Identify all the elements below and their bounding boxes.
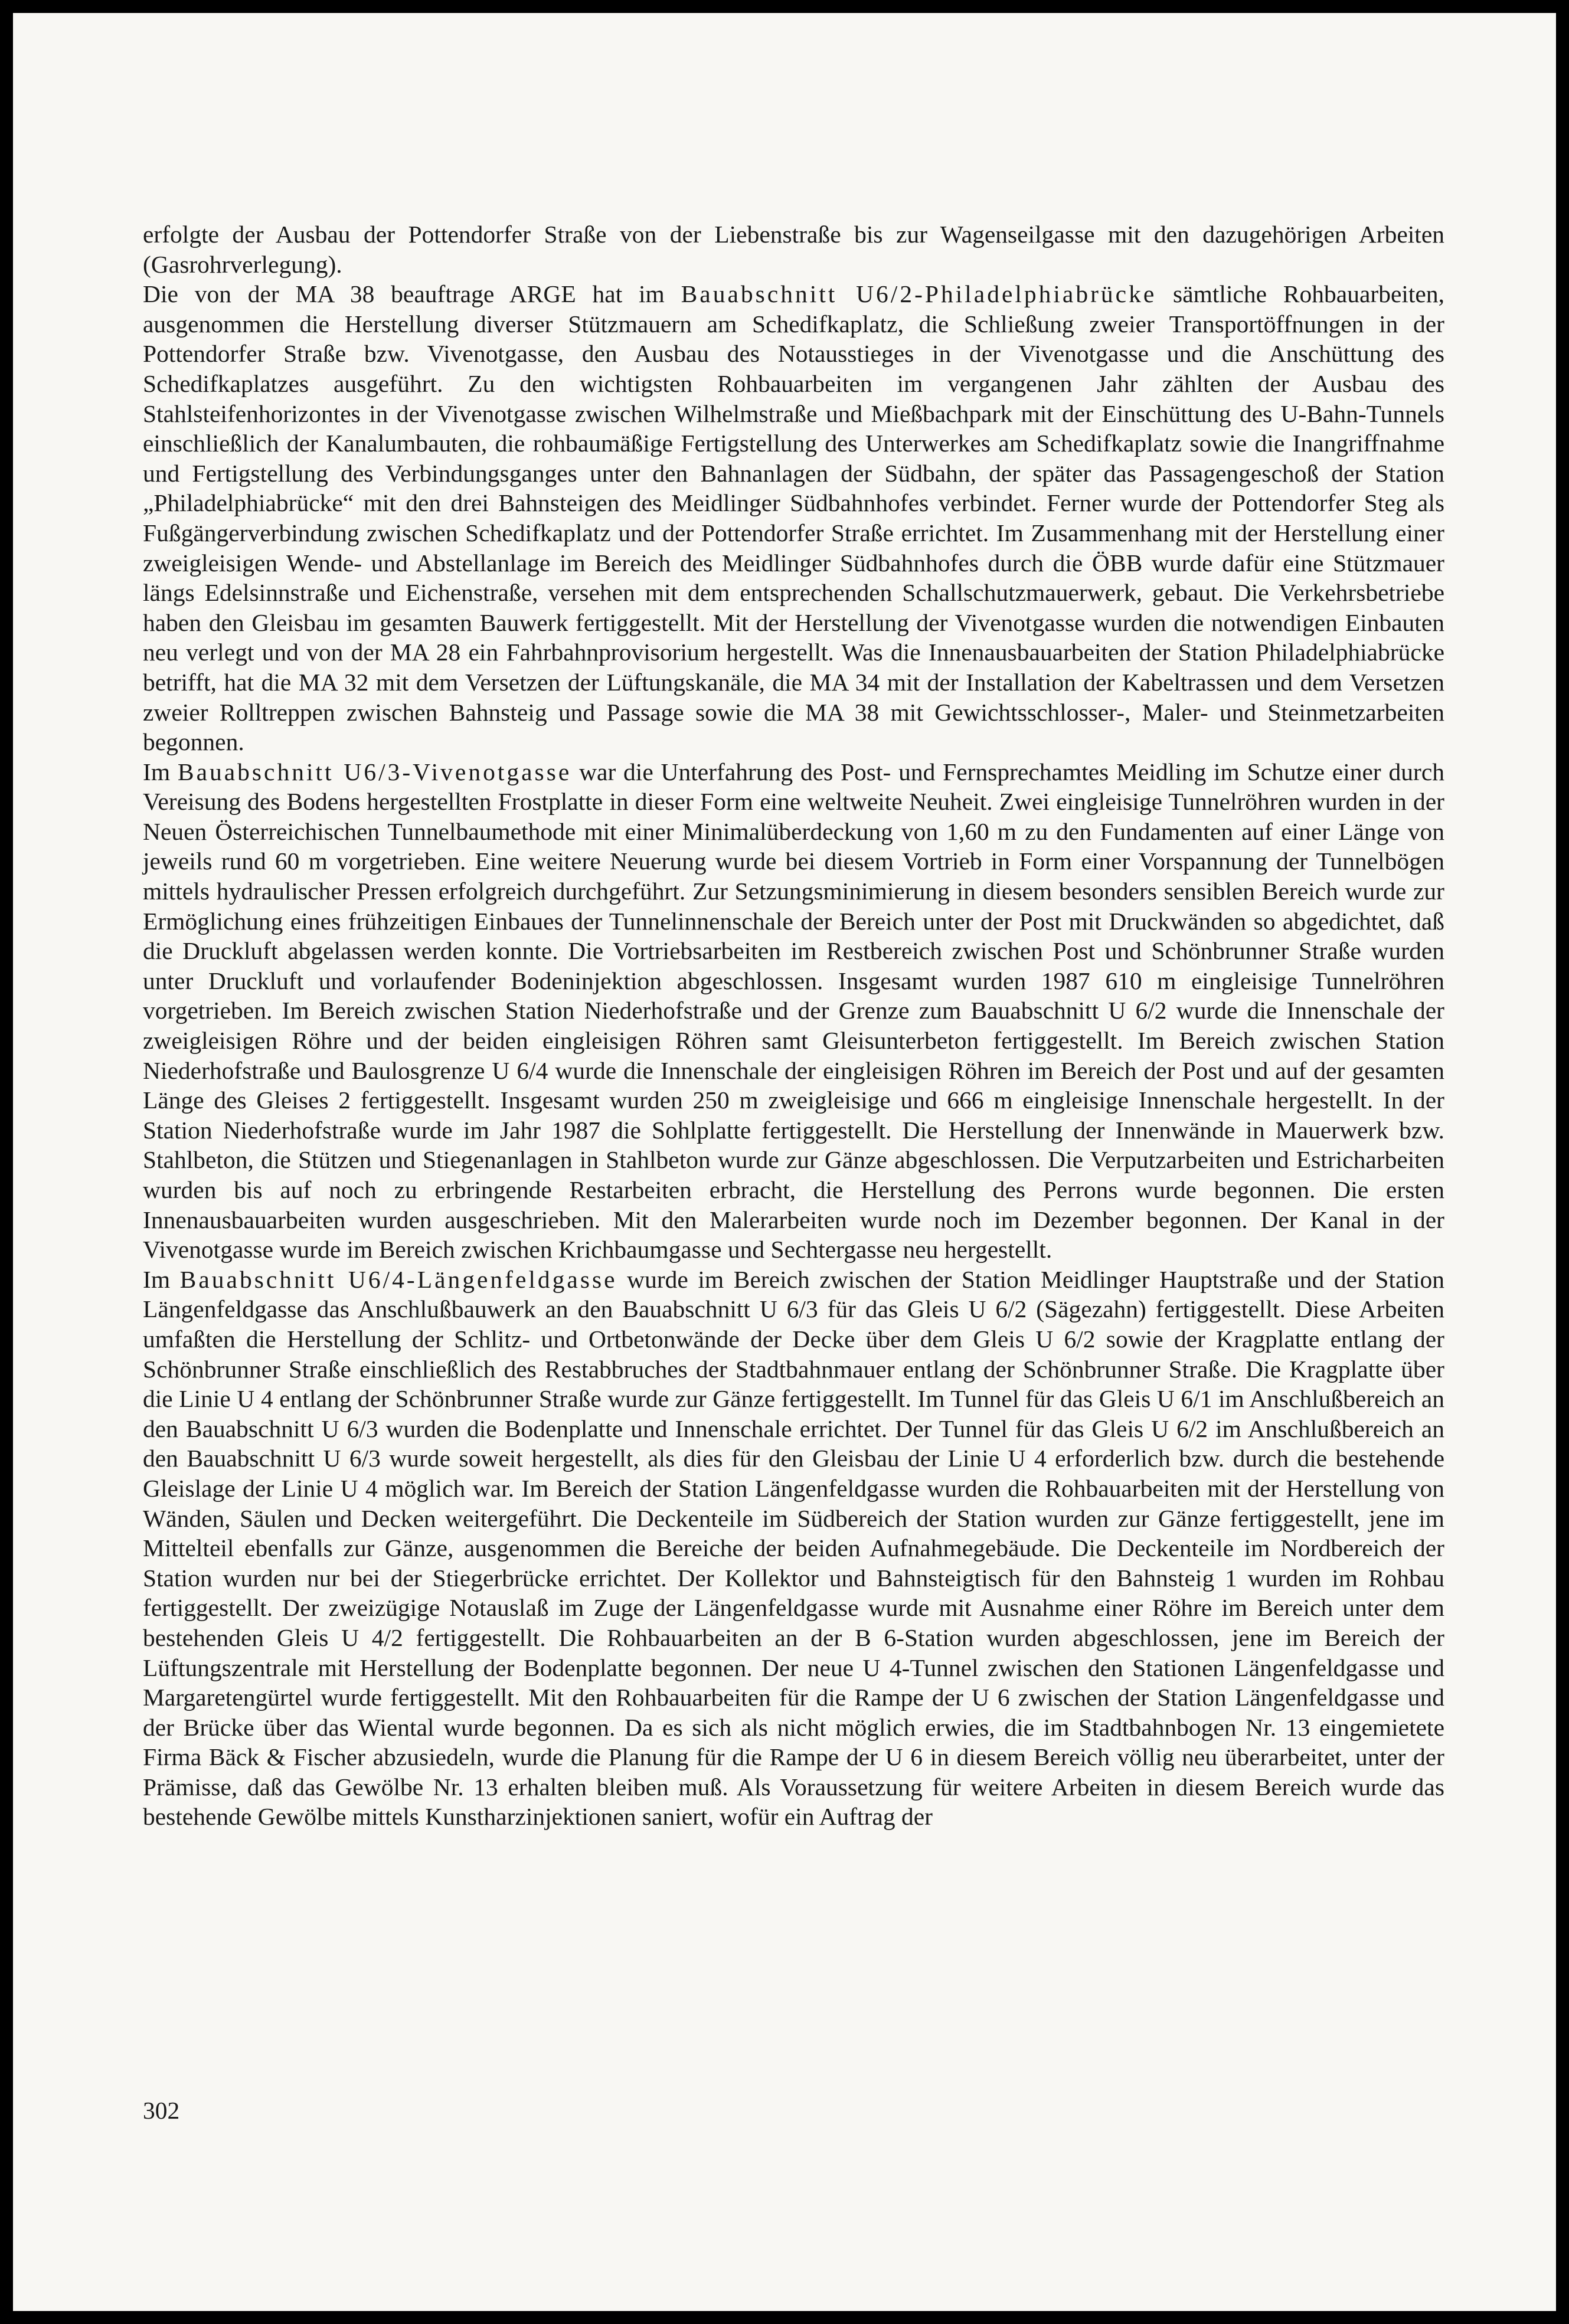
paragraph-2 xyxy=(143,279,1444,757)
paragraph-text: sämtliche Rohbauarbeiten, ausgenommen die Herstellung diverser Stützmauern am Schedifkaplatz, die Schließung zweier Transportöffnungen in der Pottendorfer Straße bzw. Vivenotgasse, den Ausbau des Notausstieges in der Vivenotgasse und die Anschüttung des Schedifkaplatzes ausgeführt. Zu den wichtigsten Rohbauarbeiten im vergangenen Jahr zählten der Ausbau des Stahlsteifenhorizontes in der Vivenotgasse zwischen Wilhelmstraße und Mießbachpark mit der Einschüttung des U-Bahn-Tunnels einschließlich der Kanalumbauten, die rohbaumäßige Fertigstellung des Unterwerkes am Schedifkaplatz sowie die Inangriffnahme und Fertigstellung des Verbindungsganges unter den Bahnanlagen der Südbahn, der später das Passagengeschoß der Station „Philadelphiabrücke“ mit den drei Bahnsteigen des Meidlinger Südbahnhofes verbindet. Ferner wurde der Pottendorfer Steg als Fußgängerverbindung zwischen Schedifkaplatz und der Pottendorfer Straße errichtet. Im Zusammenhang mit der Herstellung einer zweigleisigen Wende- und Abstellanlage im Bereich des Meidlinger Südbahnhofes durch die ÖBB wurde dafür eine Stützmauer längs Edelsinnstraße und Eichenstraße, versehen mit dem entsprechenden Schallschutzmauerwerk, gebaut. Die Verkehrsbetriebe haben den Gleisbau im gesamten Bauwerk fertiggestellt. Mit der Herstellung der Vivenotgasse wurden die notwendigen Einbauten neu verlegt und von der MA 28 ein Fahrbahnprovisorium hergestellt. Was die Innenausbauarbeiten der Station Philadelphiabrücke betrifft, hat die MA 32 mit dem Versetzen der Lüftungskanäle, die MA 34 mit der Installation der Kabeltrassen und dem Versetzen zweier Rolltreppen zwischen Bahnsteig und Passage sowie die MA 38 mit Gewichtsschlosser-, Maler- und Steinmetzarbeiten begonnen. xyxy=(143,280,1444,756)
paragraph-lead: Im xyxy=(143,1265,180,1293)
paragraph-text: wurde im Bereich zwischen der Station Meidlinger Hauptstraße und der Station Längenfeldgasse das Anschlußbauwerk an den Bauabschnitt U 6/3 für das Gleis U 6/2 (Sägezahn) fertiggestellt. Diese Arbeiten umfaßten die Herstellung der Schlitz- und Ortbetonwände der Decke über dem Gleis U 6/2 sowie der Kragplatte entlang der Schönbrunner Straße einschließlich des Restabbruches der Stadtbahnmauer entlang der Schönbrunner Straße. Die Kragplatte über die Linie U 4 entlang der Schönbrunner Straße wurde zur Gänze fertiggestellt. Im Tunnel für das Gleis U 6/1 im Anschlußbereich an den Bauabschnitt U 6/3 wurden die Bodenplatte und Innenschale errichtet. Der Tunnel für das Gleis U 6/2 im Anschlußbereich an den Bauabschnitt U 6/3 wurde soweit hergestellt, als dies für den Gleisbau der Linie U 4 erforderlich bzw. durch die bestehende Gleislage der Linie U 4 möglich war. Im Bereich der Station Längenfeldgasse wurden die Rohbauarbeiten mit der Herstellung von Wänden, Säulen und Decken weitergeführt. Die Deckenteile im Südbereich der Station wurden zur Gänze fertiggestellt, jene im Mittelteil ebenfalls zur Gänze, ausgenommen die Bereiche der beiden Aufnahmegebäude. Die Deckenteile im Nordbereich der Station wurden nur bei der Stiegerbrücke errichtet. Der Kollektor und Bahnsteigtisch für den Bahnsteig 1 wurden im Rohbau fertiggestellt. Der zweizügige Notauslaß im Zuge der Längenfeldgasse wurde mit Ausnahme einer Röhre im Bereich unter dem bestehenden Gleis U 4/2 fertiggestellt. Die Rohbauarbeiten an der B 6-Station wurden abgeschlossen, jene im Bereich der Lüftungszentrale mit Herstellung der Bodenplatte begonnen. Der neue U 4-Tunnel zwischen den Stationen Längenfeldgasse und Margaretengürtel wurde fertiggestellt. Mit den Rohbauarbeiten für die Rampe der U 6 zwischen der Station Längenfeldgasse und der Brücke über das Wiental wurde begonnen. Da es sich als nicht möglich erwies, die im Stadtbahnbogen Nr. 13 eingemietete Firma Bäck & Fischer abzusiedeln, wurde die Planung für die Rampe der U 6 in diesem Bereich völlig neu überarbeitet, unter der Prämisse, daß das Gewölbe Nr. 13 erhalten bleiben muß. Als Voraussetzung für weitere Arbeiten in diesem Bereich wurde das bestehende Gewölbe mittels Kunstharzinjektionen saniert, wofür ein Auftrag der xyxy=(143,1265,1444,1831)
section-heading-inline: Bauabschnitt U6/4-Längenfeldgasse xyxy=(179,1265,617,1293)
section-heading-inline: Bauabschnitt U6/2-Philadelphiabrücke xyxy=(681,280,1157,308)
paragraph-4 xyxy=(143,1265,1444,1832)
paragraph-3 xyxy=(143,757,1444,1265)
paragraph-1 xyxy=(143,220,1444,279)
paragraph-lead: Im xyxy=(143,758,178,785)
paragraph-text: erfolgte der Ausbau der Pottendorfer Straße von der Liebenstraße bis zur Wagenseilgasse mit den dazugehörigen Arbeiten (Gasrohrverlegung). xyxy=(143,221,1444,278)
document-page xyxy=(13,13,1556,2311)
section-heading-inline: Bauabschnitt U6/3-Vivenotgasse xyxy=(177,758,572,785)
page-number: 302 xyxy=(143,2097,180,2124)
paragraph-lead: Die von der MA 38 beauftrage ARGE hat im xyxy=(143,280,681,308)
paragraph-text: war die Unterfahrung des Post- und Fernsprechamtes Meidling im Schutze einer durch Vereisung des Bodens hergestellten Frostplatte in dieser Form eine weltweite Neuheit. Zwei eingleisige Tunnelröhren wurden in der Neuen Österreichischen Tunnelbaumethode mit einer Minimalüberdeckung von 1,60 m zu den Fundamenten auf einer Länge von jeweils rund 60 m vorgetrieben. Eine weitere Neuerung wurde bei diesem Vortrieb in Form einer Vorspannung der Tunnelbögen mittels hydraulischer Pressen erfolgreich durchgeführt. Zur Setzungsminimierung in diesem besonders sensiblen Bereich wurde zur Ermöglichung eines frühzeitigen Einbaues der Tunnelinnenschale der Bereich unter der Post mit Druckwänden so abgedichtet, daß die Druckluft abgelassen werden konnte. Die Vortriebsarbeiten im Restbereich zwischen Post und Schönbrunner Straße wurden unter Druckluft und vorlaufender Bodeninjektion abgeschlossen. Insgesamt wurden 1987 610 m eingleisige Tunnelröhren vorgetrieben. Im Bereich zwischen Station Niederhofstraße und der Grenze zum Bauabschnitt U 6/2 wurde die Innenschale der zweigleisigen Röhre und der beiden eingleisigen Röhren samt Gleisunterbeton fertiggestellt. Im Bereich zwischen Station Niederhofstraße und Baulosgrenze U 6/4 wurde die Innenschale der eingleisigen Röhren im Bereich der Post und auf der gesamten Länge des Gleises 2 fertiggestellt. Insgesamt wurden 250 m zweigleisige und 666 m eingleisige Innenschale hergestellt. In der Station Niederhofstraße wurde im Jahr 1987 die Sohlplatte fertiggestellt. Die Herstellung der Innenwände in Mauerwerk bzw. Stahlbeton, die Stützen und Stiegenanlagen in Stahlbeton wurde zur Gänze abgeschlossen. Die Verputzarbeiten und Estricharbeiten wurden bis auf noch zu erbringende Restarbeiten erbracht, die Herstellung des Perrons wurde begonnen. Die ersten Innenausbauarbeiten wurden ausgeschrieben. Mit den Malerarbeiten wurde noch im Dezember begonnen. Der Kanal in der Vivenotgasse wurde im Bereich zwischen Krichbaumgasse und Sechtergasse neu hergestellt. xyxy=(143,758,1444,1264)
body-text xyxy=(143,220,1444,1832)
